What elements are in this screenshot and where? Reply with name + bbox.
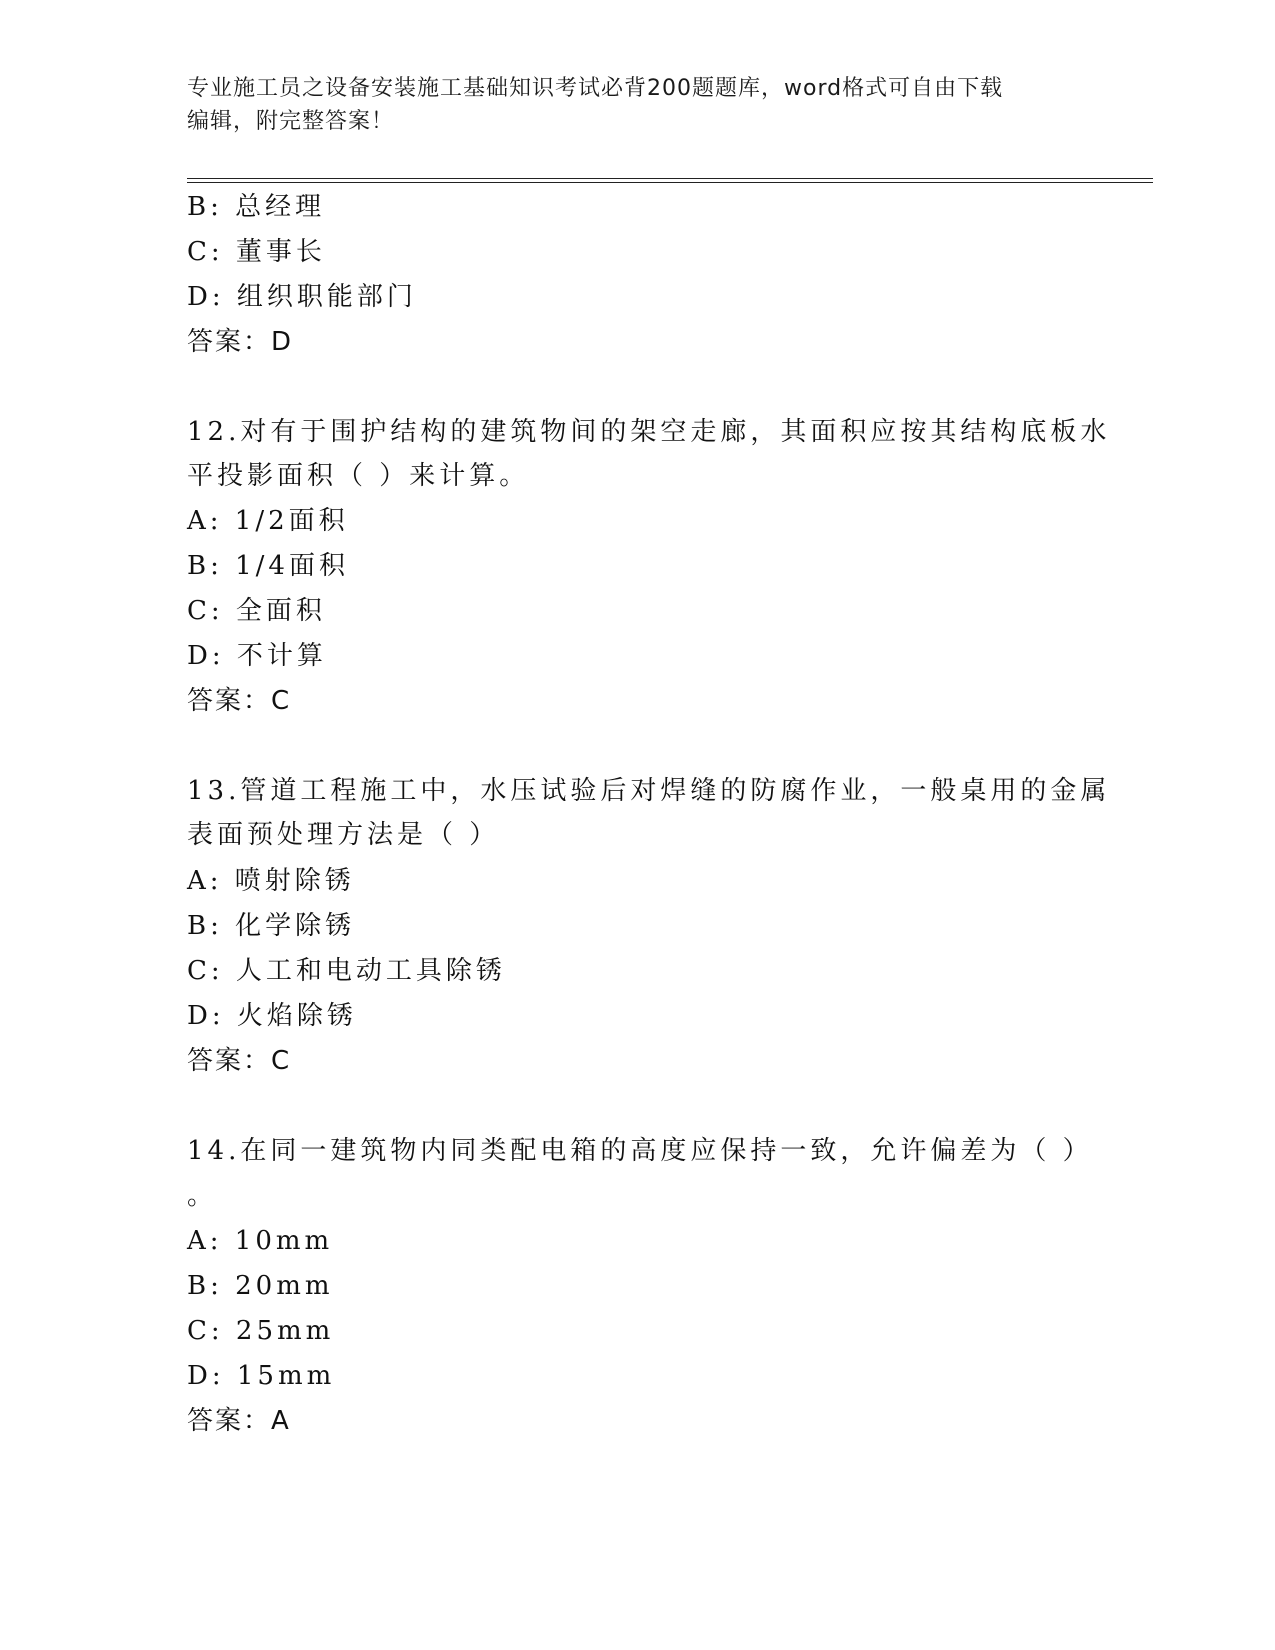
option-c: C: 董事长 <box>187 237 326 267</box>
question-14-text-line-2: 。 <box>187 1181 218 1211</box>
question-12-text-line-1: 12.对有于围护结构的建筑物间的架空走廊，其面积应按其结构底板水 <box>187 417 1111 447</box>
question-14-option-c: C: 25mm <box>187 1316 335 1346</box>
question-12-answer: 答案：C <box>187 686 292 716</box>
header-divider-top <box>187 178 1153 179</box>
question-13-option-d: D: 火焰除锈 <box>187 1001 357 1031</box>
question-13-answer: 答案：C <box>187 1046 292 1076</box>
question-14-answer: 答案：A <box>187 1406 291 1436</box>
question-14-option-d: D: 15mm <box>187 1361 336 1391</box>
header-line-2: 编辑，附完整答案！ <box>187 109 395 134</box>
question-12-option-b: B: 1/4面积 <box>187 551 349 581</box>
answer: 答案：D <box>187 327 294 357</box>
question-13-text-line-1: 13.管道工程施工中，水压试验后对焊缝的防腐作业，一般桌用的金属 <box>187 776 1111 806</box>
question-12-option-d: D: 不计算 <box>187 641 327 671</box>
question-14-text-line-1: 14.在同一建筑物内同类配电箱的高度应保持一致，允许偏差为（ ） <box>187 1136 1093 1166</box>
page-header <box>187 72 1067 138</box>
question-12-text-line-2: 平投影面积（ ）来计算。 <box>187 461 530 491</box>
question-13-option-a: A: 喷射除锈 <box>187 866 355 896</box>
question-14-option-b: B: 20mm <box>187 1271 334 1301</box>
option-d: D: 组织职能部门 <box>187 282 417 312</box>
header-line-1: 专业施工员之设备安装施工基础知识考试必背200题题库，word格式可自由下载 <box>187 76 1004 101</box>
question-13-text-line-2: 表面预处理方法是（ ） <box>187 820 500 850</box>
header-divider-bottom <box>187 182 1153 183</box>
question-13-option-c: C: 人工和电动工具除锈 <box>187 956 506 986</box>
option-b: B: 总经理 <box>187 192 326 222</box>
question-12-option-c: C: 全面积 <box>187 596 326 626</box>
question-14-option-a: A: 10mm <box>187 1226 334 1256</box>
question-12-option-a: A: 1/2面积 <box>187 506 349 536</box>
question-13-option-b: B: 化学除锈 <box>187 911 356 941</box>
